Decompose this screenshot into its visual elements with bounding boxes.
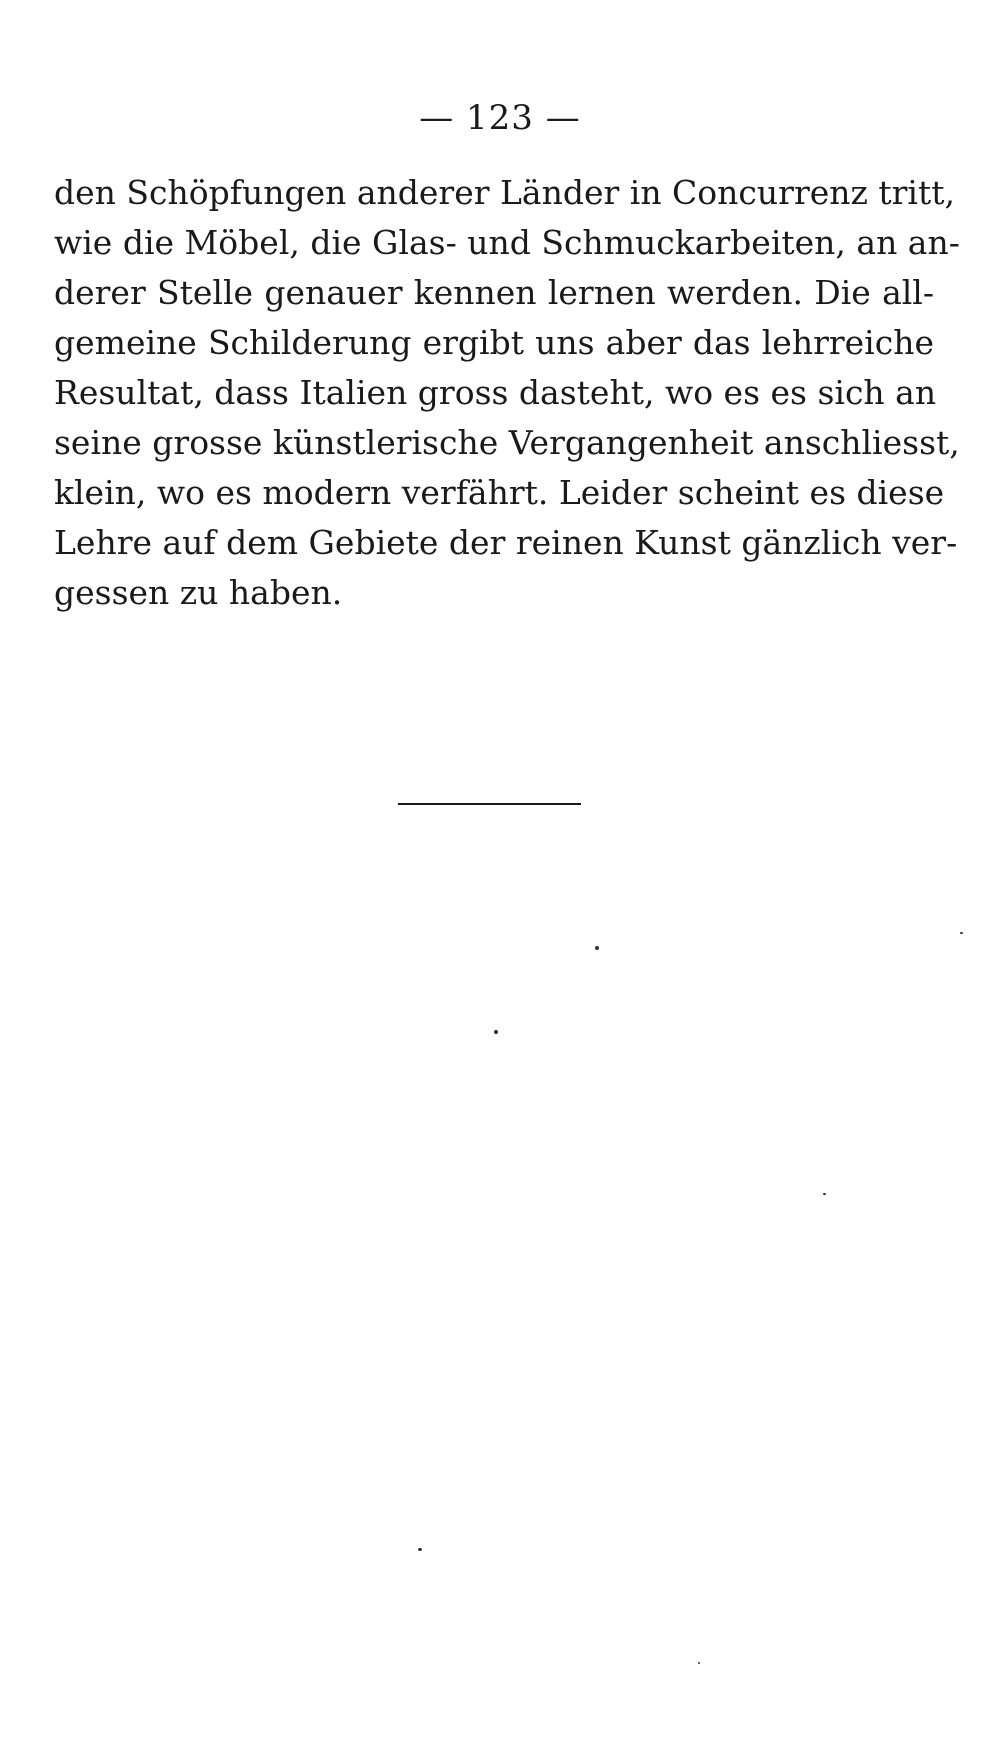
text-line: den Schöpfungen anderer Länder in Concurrenz tritt, (54, 173, 955, 212)
text-line: gessen zu haben. (54, 573, 343, 612)
scan-speck (418, 1548, 422, 1551)
scan-speck (960, 932, 963, 934)
text-line: seine grosse künstlerische Vergangenheit anschliesst, (54, 423, 960, 462)
text-line: klein, wo es modern verfährt. Leider scheint es diese (54, 473, 945, 512)
text-line: wie die Möbel, die Glas- und Schmuckarbeiten, an an- (54, 223, 960, 262)
section-divider (398, 803, 581, 805)
text-line: derer Stelle genauer kennen lernen werden. Die all- (54, 273, 934, 312)
text-line: Resultat, dass Italien gross dasteht, wo es es sich an (54, 373, 937, 412)
scan-speck (698, 1662, 700, 1664)
scan-speck (595, 946, 599, 950)
scan-speck (823, 1193, 826, 1195)
page-number: — 123 — (419, 98, 581, 138)
text-line: gemeine Schilderung ergibt uns aber das lehrreiche (54, 323, 934, 362)
text-line: Lehre auf dem Gebiete der reinen Kunst gänzlich ver- (54, 523, 958, 562)
scan-speck (494, 1030, 498, 1034)
body-text (54, 168, 960, 618)
